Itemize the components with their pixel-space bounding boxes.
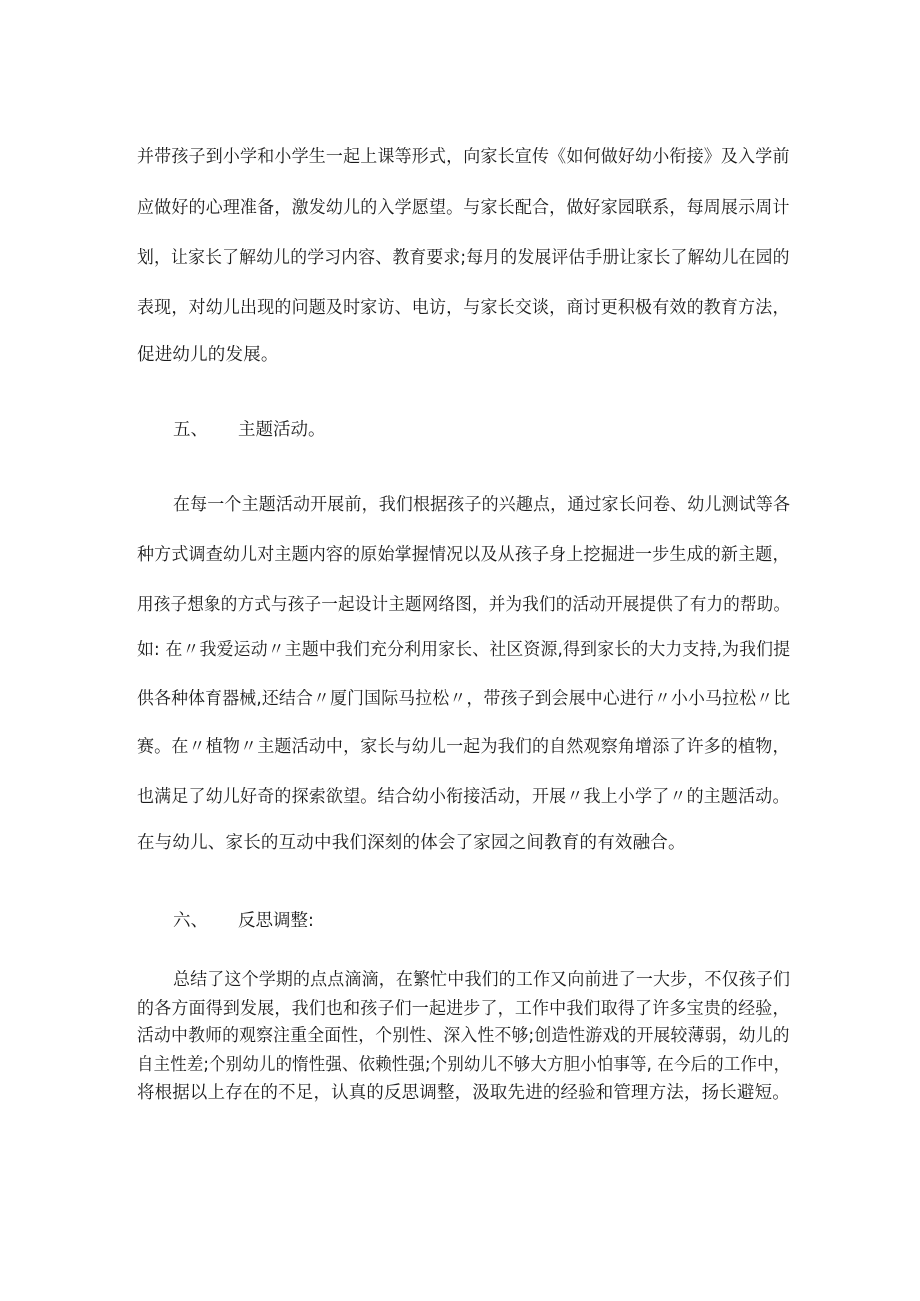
text-line: 并带孩子到小学和小学生一起上课等形式，向家长宣传《如何做好幼小衔接》及入学前 bbox=[137, 147, 790, 167]
text-line: 的各方面得到发展，我们也和孩子们一起进步了，工作中我们取得了许多宝贵的经验， bbox=[137, 999, 790, 1019]
text-line: 促进幼儿的发展。 bbox=[137, 345, 279, 365]
text-line: 也满足了幼儿好奇的探索欲望。结合幼小衔接活动，开展〃我上小学了〃的主题活动。 bbox=[137, 787, 790, 807]
text-line: 应做好的心理准备，激发幼儿的入学愿望。与家长配合，做好家园联系，每周展示周计 bbox=[137, 198, 790, 218]
text-line: 活动中教师的观察注重全面性，个别性、深入性不够;创造性游戏的开展较薄弱，幼儿的 bbox=[137, 1026, 790, 1046]
text-line: 表现，对幼儿出现的问题及时家访、电访，与家长交谈，商讨更积极有效的教育方法， bbox=[137, 298, 790, 318]
text-line: 如: 在〃我爱运动〃主题中我们充分利用家长、社区资源,得到家长的大力支持,为我们提 bbox=[137, 640, 791, 660]
text-line: 划，让家长了解幼儿的学习内容、教育要求;每月的发展评估手册让家长了解幼儿在园的 bbox=[137, 248, 790, 268]
text-line: 用孩子想象的方式与孩子一起设计主题网络图，并为我们的活动开展提供了有力的帮助。 bbox=[137, 595, 791, 615]
section-title: 反思调整: bbox=[238, 911, 314, 931]
text-line: 自主性差;个别幼儿的惰性强、依赖性强;个别幼儿不够大方胆小怕事等, 在今后的工作中， bbox=[137, 1055, 791, 1075]
text-line: 赛。在〃植物〃主题活动中，家长与幼儿一起为我们的自然观察角增添了许多的植物， bbox=[137, 737, 790, 757]
text-line: 供各种体育器械,还结合〃厦门国际马拉松〃，带孩子到会展中心进行〃小小马拉松〃比 bbox=[137, 689, 791, 709]
text-line: 总结了这个学期的点点滴滴，在繁忙中我们的工作又向前进了一大步，不仅孩子们 bbox=[173, 970, 791, 990]
text-line: 在每一个主题活动开展前，我们根据孩子的兴趣点，通过家长问卷、幼儿测试等各 bbox=[173, 495, 791, 515]
text-line: 种方式调查幼儿对主题内容的原始掌握情况以及从孩子身上挖掘进一步生成的新主题， bbox=[137, 545, 790, 565]
text-line: 将根据以上存在的不足，认真的反思调整，汲取先进的经验和管理方法，扬长避短。 bbox=[137, 1083, 790, 1103]
section-number: 六、 bbox=[173, 911, 208, 931]
text-line: 在与幼儿、家长的互动中我们深刻的体会了家园之间教育的有效融合。 bbox=[137, 833, 686, 853]
section-number: 五、 bbox=[173, 420, 208, 440]
section-title: 主题活动。 bbox=[238, 420, 326, 440]
